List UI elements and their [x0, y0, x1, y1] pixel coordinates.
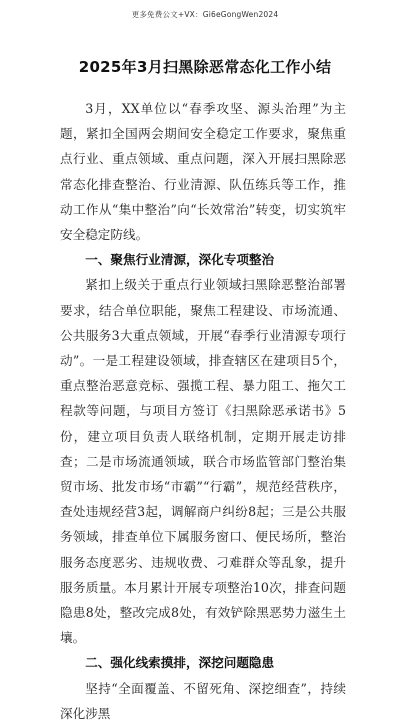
intro-paragraph: 3月，XX单位以“春季攻坚、源头治理”为主题，紧扣全国两会期间安全稳定工作要求，聚焦重点行业、重点领域、重点问题，深入开展扫黑除恶常态化排查整治、行业清源、队伍练兵等工作，推动工作从“集中整治”向“长效常治”转变，切实筑牢安全稳定防线。 [60, 101, 346, 243]
header-note: 更多免费公文+VX：Gi6eGongWen2024 [131, 10, 279, 19]
section-2-heading: 二、强化线索摸排，深挖问题隐患 [85, 655, 275, 671]
document-title: 2025年3月扫黑除恶常态化工作小结 [78, 58, 332, 76]
section-1-heading: 一、聚焦行业清源，深化专项整治 [85, 252, 275, 268]
section-2-paragraph: 坚持“全面覆盖、不留死角、深挖细查”，持续深化涉黑 [60, 680, 346, 721]
section-1-paragraph: 紧扣上级关于重点行业领域扫黑除恶整治部署要求，结合单位职能，聚焦工程建设、市场流通、公共服务3大重点领域，开展“春季行业清源专项行动”。一是工程建设领域，排查辖区在建项目5个，重点整治恶意竞标、强揽工程、暴力阻工、拖欠工程款等问题，与项目方签订《扫黑除恶承诺书》5份，建立项目负责人联络机制，定期开展走访排查；二是市场流通领域，联合市场监管部门整治集贸市场、批发市场“市霸”“行霸”，规范经营秩序，查处违规经营3起，调解商户纠纷8起；三是公共服务领域，排查单位下属服务窗口、便民场所，整治服务态度恶劣、违规收费、刁难群众等乱象，提升服务质量。本月累计开展专项整治10次，排查问题隐患8处，整改完成8处，有效铲除黑恶势力滋生土壤。 [60, 277, 346, 646]
document-body [60, 96, 346, 726]
